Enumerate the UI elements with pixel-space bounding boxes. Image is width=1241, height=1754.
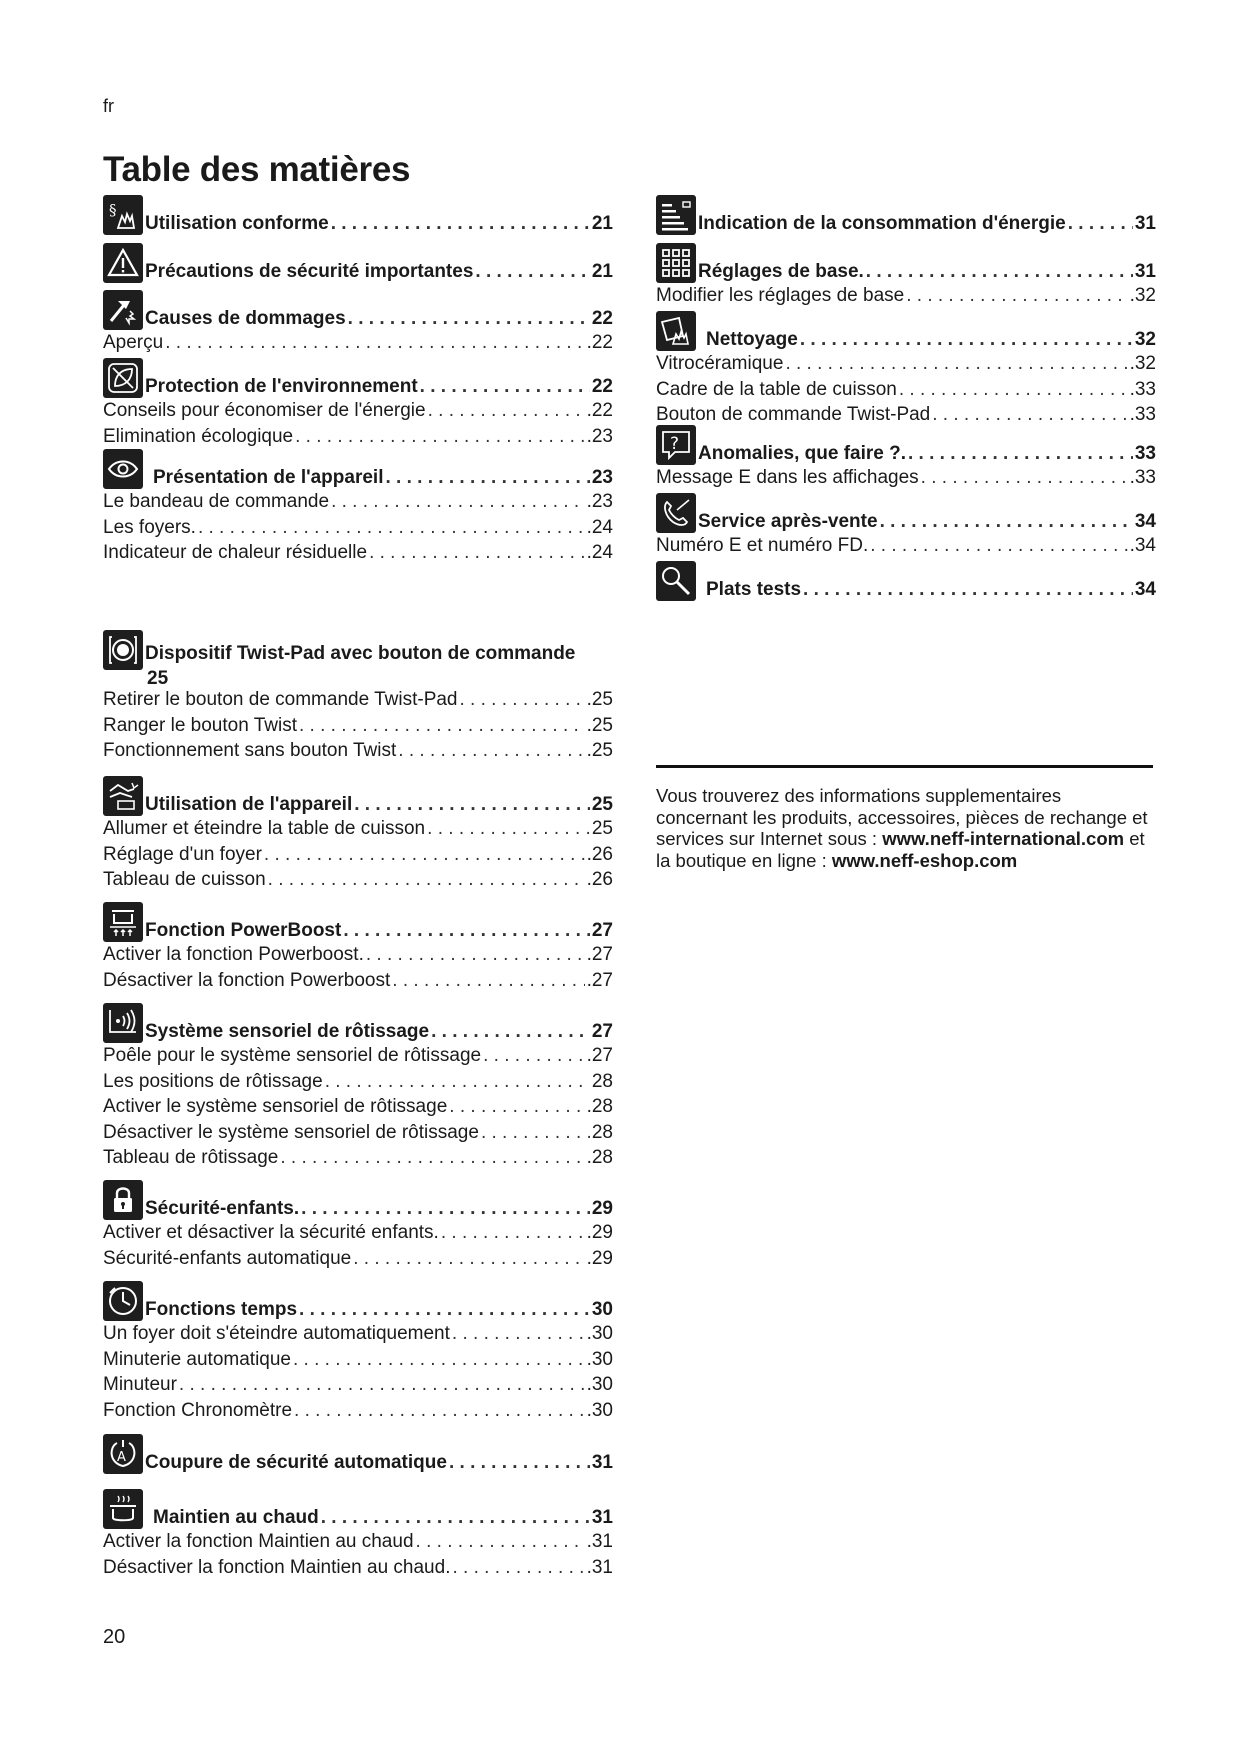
toc-section-anomalies [656, 425, 1156, 491]
toc-entry-label: Désactiver le système sensoriel de rôtissage [103, 1121, 479, 1143]
toc-entry-page: 25 [591, 818, 613, 839]
toc-heading-label: Anomalies, que faire ?. [698, 443, 906, 464]
section-hand-icon [103, 195, 143, 235]
toc-heading-page: 31 [591, 1452, 613, 1473]
toc-entry [103, 515, 613, 541]
toc-section-fonctions-temps [103, 1281, 613, 1423]
toc-heading-page: 31 [1134, 261, 1156, 282]
toc-entry-label: Les positions de rôtissage [103, 1070, 323, 1092]
toc-entry-label: Modifier les réglages de base [656, 285, 905, 306]
toc-entry [103, 1246, 613, 1272]
toc-section-plats-tests [656, 561, 1156, 601]
toc-entry [103, 942, 613, 968]
toc-entry-page: .24 [586, 542, 613, 563]
toc-entry-page: .22 [586, 332, 613, 353]
toc-entry-label: Message E dans les affichages [656, 467, 919, 488]
toc-entry [103, 1372, 613, 1398]
toc-entry-page: .26 [586, 843, 613, 865]
toc-heading-label: Utilisation de l'appareil [145, 794, 353, 815]
divider [656, 765, 1153, 768]
toc-entry-label: Bouton de commande Twist-Pad [656, 404, 931, 425]
damage-hammer-icon [103, 290, 143, 330]
toc-heading-page: 30 [591, 1299, 613, 1320]
toc-section-presentation [103, 449, 613, 566]
toc-entry-label: Aperçu [103, 332, 164, 353]
toc-heading-label: Réglages de base. [698, 261, 864, 282]
toc-heading-label: Système sensoriel de rôtissage [145, 1021, 430, 1042]
toc-entry [103, 540, 613, 566]
toc-entry-page: .29 [586, 1222, 613, 1243]
toc-entry-page: .29 [586, 1247, 613, 1269]
info-text: et la boutique en ligne : [656, 828, 1145, 871]
toc-heading-label: Maintien au chaud [153, 1507, 319, 1528]
toc-entry-page: .27 [586, 944, 613, 965]
toc-heading-page: 21 [591, 261, 613, 282]
toc-entry-label: Numéro E et numéro FD. [656, 535, 869, 556]
toc-entry-page: .34 [1129, 535, 1156, 556]
toc-entry [103, 1321, 613, 1347]
toc-heading-page: 33 [1134, 443, 1156, 464]
svg-text:A: A [117, 1450, 126, 1465]
toc-entry [103, 1145, 613, 1171]
toc-entry-label: Ranger le bouton Twist [103, 714, 297, 736]
toc-entry-page: .23 [586, 491, 613, 512]
toc-heading-label: Protection de l'environnement [145, 376, 418, 397]
toc-entry-label: Elimination écologique [103, 425, 294, 447]
toc-entry-label: Les foyers. [103, 516, 196, 538]
toc-section-causes-dommages [103, 290, 613, 356]
toc-heading-label: Précautions de sécurité importantes [145, 261, 474, 282]
toc-heading-page: 21 [591, 213, 613, 234]
toc-entry [656, 377, 1156, 403]
service-phone-icon [656, 493, 696, 533]
toc-entry-page: .23 [586, 425, 613, 447]
toc-entry-page: .25 [586, 714, 613, 736]
toc-entry-page: .30 [586, 1374, 613, 1395]
toc-section-twist-pad [103, 630, 613, 764]
toc-section-reglages-base [656, 243, 1156, 309]
toc-entry-label: Sécurité-enfants automatique [103, 1247, 352, 1269]
toc-entry-page: .27 [586, 1045, 613, 1066]
toc-heading-label: Présentation de l'appareil [153, 467, 384, 488]
toc-entry-page: .28 [586, 1147, 613, 1168]
energy-consumption-icon [656, 195, 696, 235]
toc-entry [103, 687, 613, 713]
toc-entry [103, 1094, 613, 1120]
toc-section-precautions [103, 243, 613, 283]
eshop-link[interactable]: www.neff-eshop.com [831, 849, 1018, 871]
toc-heading-page: 22 [591, 376, 613, 397]
toc-entry [103, 1043, 613, 1069]
toc-entry-page: .31 [586, 1556, 613, 1578]
toc-heading-page: 29 [591, 1198, 613, 1219]
toc-entry-page: .31 [586, 1531, 613, 1552]
toc-heading-label: Service après-vente [698, 511, 878, 532]
toc-heading-page: 32 [1134, 329, 1156, 350]
toc-entry-label: Poêle pour le système sensoriel de rôtissage [103, 1045, 482, 1066]
keep-warm-pot-icon [103, 1489, 143, 1529]
toc-entry-label: Le bandeau de commande [103, 491, 330, 512]
toc-entry-label: Cadre de la table de cuisson [656, 378, 897, 400]
website-link[interactable]: www.neff-international.com [882, 828, 1125, 849]
toc-entry [656, 465, 1156, 491]
toc-entry-label: Un foyer doit s'éteindre automatiquement [103, 1323, 450, 1344]
toc-heading-page: 27 [591, 1021, 613, 1042]
toc-section-service [656, 493, 1156, 559]
toc-entry [656, 402, 1156, 428]
toc-section-maintien-chaud [103, 1489, 613, 1580]
toc-heading-label: Dispositif Twist-Pad avec bouton de commande [145, 643, 576, 664]
toc-entry [103, 1347, 613, 1373]
toc-entry [656, 283, 1156, 309]
toc-entry [103, 816, 613, 842]
toc-heading-label: Fonctions temps [145, 1299, 298, 1320]
toc-entry-label: Allumer et éteindre la table de cuisson [103, 818, 426, 839]
toc-heading-page: 31 [1134, 213, 1156, 234]
settings-grid-icon [656, 243, 696, 283]
toc-entry [103, 330, 613, 356]
toc-entry [103, 424, 613, 450]
toc-entry-page: .24 [586, 516, 613, 538]
toc-entry-page: 28 [591, 1121, 613, 1143]
toc-section-powerboost [103, 902, 613, 993]
auto-shutoff-icon [103, 1434, 143, 1474]
page-number: 20 [103, 1626, 126, 1648]
toc-entry-page: .30 [586, 1323, 613, 1344]
toc-heading-page: 22 [591, 308, 613, 329]
toc-entry [103, 1529, 613, 1555]
toc-entry-label: Réglage d'un foyer [103, 843, 262, 865]
svg-text:§: § [109, 201, 117, 219]
toc-entry-label: Activer la fonction Powerboost. [103, 944, 364, 965]
toc-entry-label: Tableau de cuisson [103, 869, 266, 890]
warning-triangle-icon [103, 243, 143, 283]
toc-entry [103, 1398, 613, 1424]
toc-entry-page: .25 [586, 689, 613, 710]
toc-entry [103, 1120, 613, 1146]
toc-heading-label: Utilisation conforme [145, 213, 329, 234]
toc-entry-page: .27 [586, 969, 613, 991]
toc-entry-page: .30 [586, 1348, 613, 1370]
toc-entry-label: Fonctionnement sans bouton Twist [103, 740, 397, 761]
toc-entry-label: Minuterie automatique [103, 1348, 291, 1370]
toc-section-consommation-energie [656, 195, 1156, 235]
toc-section-protection-environnement [103, 358, 613, 449]
toc-heading-page: 27 [591, 920, 613, 941]
toc-heading-label: Coupure de sécurité automatique [145, 1452, 447, 1473]
toc-entry-page: 28 [591, 1070, 613, 1092]
toc-entry [103, 1220, 613, 1246]
language-code: fr [103, 96, 114, 116]
environment-leaf-icon [103, 358, 143, 398]
toc-section-utilisation-conforme [103, 195, 613, 235]
toc-entry-page: .33 [1129, 467, 1156, 488]
toc-heading-page: 31 [591, 1507, 613, 1528]
toc-heading-label: Nettoyage [706, 329, 798, 350]
info-text: Vous trouverez des informations supplementaires concernant les produits, accessoires, pièces de rechange et services sur Internet sous : [656, 785, 1148, 849]
toc-heading-page: 25 [147, 668, 169, 689]
toc-entry-label: Désactiver la fonction Powerboost [103, 969, 391, 991]
toc-entry-label: Activer la fonction Maintien au chaud [103, 1531, 414, 1552]
toc-entry [103, 398, 613, 424]
toc-heading-page: 23 [591, 467, 613, 488]
toc-entry [103, 738, 613, 764]
toc-entry [103, 1069, 613, 1095]
toc-entry-label: Minuteur [103, 1374, 177, 1395]
toc-entry-label: Indicateur de chaleur résiduelle [103, 542, 368, 563]
toc-entry-label: Fonction Chronomètre [103, 1399, 293, 1421]
sensor-roasting-icon [103, 1003, 143, 1043]
question-mark-icon [656, 425, 696, 465]
toc-entry-page: .30 [586, 1399, 613, 1421]
toc-heading-page: 34 [1134, 511, 1156, 532]
toc-entry-page: .25 [586, 740, 613, 761]
toc-entry-label: Conseils pour économiser de l'énergie [103, 400, 426, 421]
toc-entry-label: Activer le système sensoriel de rôtissage [103, 1096, 448, 1117]
toc-heading-label: Plats tests [706, 579, 802, 600]
appliance-use-icon [103, 776, 143, 816]
toc-entry-page: .26 [586, 869, 613, 890]
toc-entry-page: .32 [1129, 353, 1156, 374]
toc-entry [103, 968, 613, 994]
toc-heading-label: Fonction PowerBoost [145, 920, 342, 941]
toc-entry [103, 489, 613, 515]
toc-heading-label: Indication de la consommation d'énergie [698, 213, 1066, 234]
toc-entry [103, 842, 613, 868]
toc-entry-label: Vitrocéramique [656, 353, 784, 374]
toc-section-utilisation-appareil [103, 776, 613, 893]
toc-entry-label: Retirer le bouton de commande Twist-Pad [103, 689, 458, 710]
toc-entry-label: Activer et désactiver la sécurité enfants. [103, 1222, 439, 1243]
toc-section-nettoyage [656, 311, 1156, 428]
toc-heading-page: 34 [1134, 579, 1156, 600]
eye-icon [103, 449, 143, 489]
toc-entry-page: .33 [1129, 378, 1156, 400]
toc-entry-page: .33 [1129, 404, 1156, 425]
toc-entry-label: Désactiver la fonction Maintien au chaud. [103, 1556, 451, 1578]
toc-entry [103, 713, 613, 739]
page-title: Table des matières [103, 150, 411, 189]
timer-clock-icon [103, 1281, 143, 1321]
cleaning-icon [656, 311, 696, 351]
test-dishes-icon [656, 561, 696, 601]
toc-heading-label: Causes de dommages [145, 308, 346, 329]
toc-entry [656, 533, 1156, 559]
twist-knob-icon [103, 630, 143, 670]
toc-entry-label: Tableau de rôtissage [103, 1147, 279, 1168]
toc-entry-page: .28 [586, 1096, 613, 1117]
child-lock-icon [103, 1180, 143, 1220]
powerboost-pot-icon [103, 902, 143, 942]
toc-section-systeme-sensoriel [103, 1003, 613, 1171]
toc-section-securite-enfants [103, 1180, 613, 1271]
info-paragraph [656, 785, 1156, 871]
toc-heading-page: 25 [591, 794, 613, 815]
toc-entry [656, 351, 1156, 377]
toc-entry-page: .32 [1129, 285, 1156, 306]
toc-entry-page: .22 [586, 400, 613, 421]
svg-text:?: ? [670, 434, 680, 454]
toc-entry [103, 1555, 613, 1581]
toc-heading-label: Sécurité-enfants. [145, 1198, 300, 1219]
toc-entry [103, 867, 613, 893]
toc-section-coupure-securite [103, 1434, 613, 1474]
